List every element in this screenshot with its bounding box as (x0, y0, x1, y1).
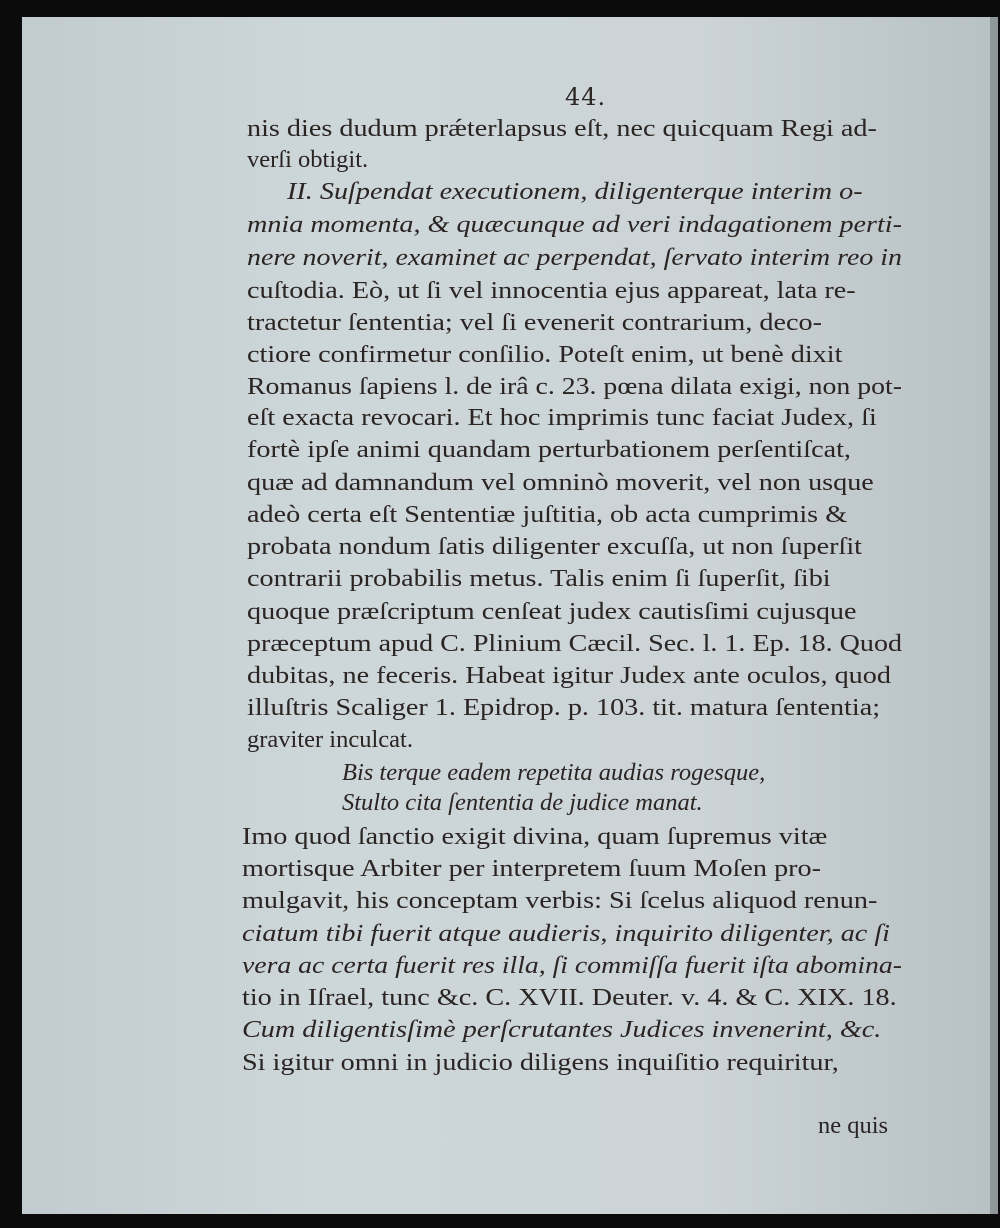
book-page (22, 17, 998, 1214)
text-line: tio in Iſrael, tunc &c. C. XVII. Deuter. v. 4. & C. XIX. 18. (242, 984, 897, 1011)
text-line: præceptum apud C. Plinium Cæcil. Sec. l. 1. Ep. 18. Quod (247, 630, 902, 657)
text-line: adeò certa eſt Sententiæ juſtitia, ob acta cumprimis & (247, 501, 848, 528)
text-line: cuſtodia. Eò, ut ſi vel innocentia ejus appareat, lata re- (247, 277, 856, 304)
text-line: dubitas, ne feceris. Habeat igitur Judex ante oculos, quod (247, 662, 891, 689)
text-line: nis dies dudum prǽterlapsus eſt, nec quicquam Regi ad- (247, 115, 877, 142)
text-line: Cum diligentisſimè perſcrutantes Judices invenerint, &c. (242, 1016, 882, 1043)
text-line: mulgavit, his conceptam verbis: Si ſcelus aliquod renun- (242, 887, 878, 914)
catchword: ne quis (818, 1112, 889, 1139)
text-line: tractetur ſententia; vel ſi evenerit contrarium, deco- (247, 309, 822, 336)
text-body (22, 17, 990, 1214)
text-line: ctiore confirmetur conſilio. Poteſt enim, ut benè dixit (247, 341, 843, 368)
text-line: quoque præſcriptum cenſeat judex cautisſimi cujusque (247, 598, 857, 625)
page-number: 44. (565, 83, 607, 111)
text-line: vera ac certa fuerit res illa, ſi commiſſa fuerit iſta abomina- (242, 952, 902, 979)
text-line: graviter inculcat. (247, 726, 413, 753)
text-line: Stulto cita ſententia de judice manat. (342, 789, 703, 816)
text-line: ciatum tibi fuerit atque audieris, inquirito diligenter, ac ſi (242, 920, 890, 947)
text-line: contrarii probabilis metus. Talis enim ſi ſuperſit, ſibi (247, 565, 831, 592)
text-line: verſi obtigit. (247, 146, 369, 173)
text-line: nere noverit, examinet ac perpendat, ſervato interim reo in (247, 244, 902, 271)
text-line: Romanus ſapiens l. de irâ c. 23. pœna dilata exigi, non pot- (247, 373, 902, 400)
text-line: Si igitur omni in judicio diligens inquiſitio requiritur, (242, 1049, 839, 1076)
text-line: mnia momenta, & quæcunque ad veri indagationem perti- (247, 211, 902, 238)
text-line: quæ ad damnandum vel omninò moverit, vel non usque (247, 469, 874, 496)
text-line: II. Suſpendat executionem, diligenterque interim o- (287, 178, 863, 205)
text-line: illuſtris Scaliger 1. Epidrop. p. 103. tit. matura ſententia; (247, 694, 881, 721)
text-line: fortè ipſe animi quandam perturbationem perſentiſcat, (247, 436, 851, 463)
text-line: Imo quod ſanctio exigit divina, quam ſupremus vitæ (242, 823, 828, 850)
text-line: probata nondum ſatis diligenter excuſſa, ut non ſuperſit (247, 533, 863, 560)
text-line: eſt exacta revocari. Et hoc imprimis tunc faciat Judex, ſi (247, 404, 877, 431)
text-line: Bis terque eadem repetita audias rogesque, (342, 759, 766, 786)
text-line: mortisque Arbiter per interpretem ſuum Moſen pro- (242, 855, 822, 882)
